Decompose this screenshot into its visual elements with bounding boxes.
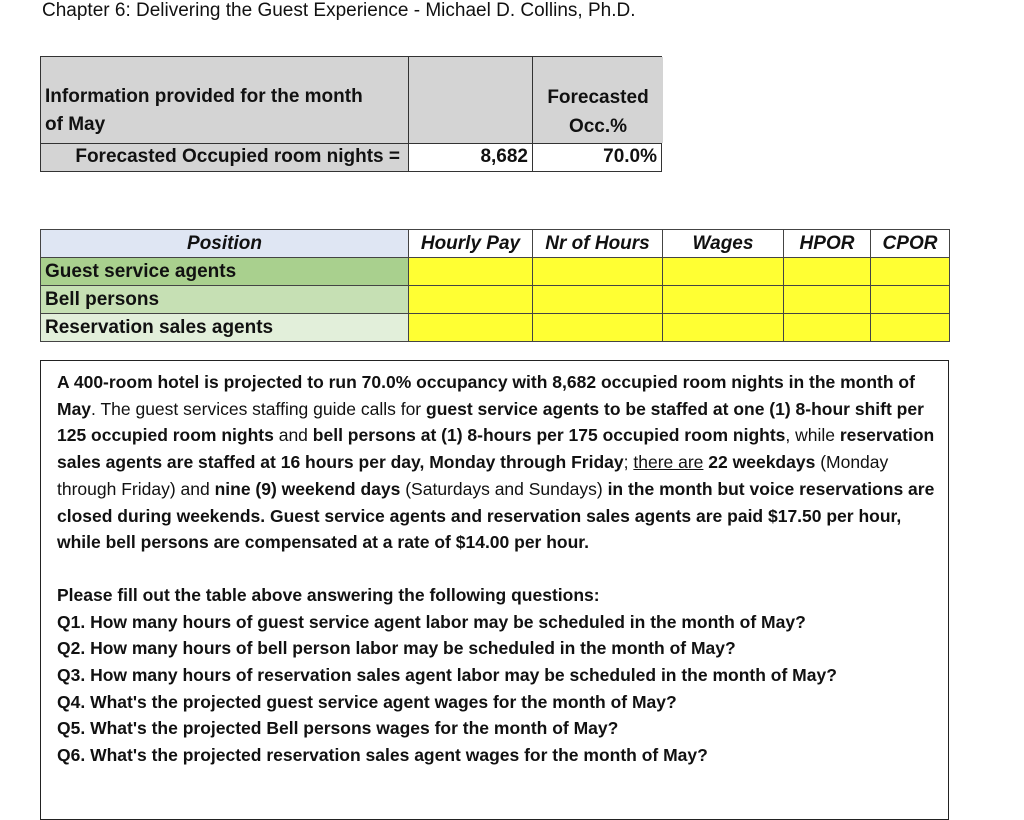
occupied-room-nights-label: Forecasted Occupied room nights = [41,143,409,171]
input-cell-nr-of-hours[interactable] [533,258,663,286]
header-position: Position [41,230,409,258]
info-blank-header [409,57,533,143]
input-cell-cpor[interactable] [871,314,950,342]
table-row [41,286,950,314]
problem-part: in the month but voice reservations are closed during weekends. Guest service agents and reservation sales agents are paid $17.50 per hour, while bell persons are compensated at a rate of $14.00 per hour. [57,478,935,553]
header-nr-of-hours: Nr of Hours [533,230,663,258]
input-cell-hpor[interactable] [784,314,871,342]
header-cpor: CPOR [871,230,950,258]
problem-part: guest service agents to be staffed at one (1) 8-hour shift per 125 occupied room nights [57,398,924,446]
header-hourly-pay: Hourly Pay [409,230,533,258]
questions [57,582,948,769]
question-item: Q1. How many hours of guest service agent labor may be scheduled in the month of May? [57,611,806,632]
row-reservation-sales-agents: Reservation sales agents [41,314,409,342]
forecast-header-line1: Forecasted [547,87,649,108]
header-hpor: HPOR [784,230,871,258]
question-item: Q3. How many hours of reservation sales agent labor may be scheduled in the month of May? [57,665,837,686]
question-item: Q2. How many hours of bell person labor may be scheduled in the month of May? [57,638,736,659]
table-row [41,314,950,342]
input-cell-wages[interactable] [663,258,784,286]
occupied-room-nights-value[interactable]: 8,682 [409,143,533,171]
chapter-title: Chapter 6: Delivering the Guest Experience - Michael D. Collins, Ph.D. [42,0,636,21]
forecast-header [533,57,663,143]
header-wages: Wages [663,230,784,258]
input-cell-nr-of-hours[interactable] [533,314,663,342]
input-cell-wages[interactable] [663,314,784,342]
problem-part: . The guest services staffing guide calls for [91,398,426,419]
question-item: Q5. What's the projected Bell persons wages for the month of May? [57,718,619,739]
input-cell-hourly-pay[interactable] [409,314,533,342]
problem-part: 22 weekdays [708,452,816,473]
problem-part: (Monday through Friday) and [57,452,889,499]
position-table [40,229,950,342]
input-cell-cpor[interactable] [871,286,950,314]
row-bell-persons: Bell persons [41,286,409,314]
problem-part: bell persons at (1) 8-hours per 175 occupied room nights [312,425,786,446]
occupancy-pct-value[interactable]: 70.0% [533,143,661,171]
problem-part: ; [623,452,634,473]
input-cell-hourly-pay[interactable] [409,286,533,314]
input-cell-hourly-pay[interactable] [409,258,533,286]
problem-part: and [273,425,313,446]
question-item: Q6. What's the projected reservation sales agent wages for the month of May? [57,745,708,766]
questions-intro: Please fill out the table above answering the following questions: [57,584,600,605]
input-cell-hpor[interactable] [784,258,871,286]
problem-part: nine (9) weekend days [214,478,401,499]
problem-text-box [40,360,949,820]
problem-part: (Saturdays and Sundays) [400,478,608,499]
question-item: Q4. What's the projected guest service agent wages for the month of May? [57,691,677,712]
problem-statement [57,369,948,556]
info-label [41,57,409,143]
input-cell-hpor[interactable] [784,286,871,314]
info-label-line2: of May [45,114,106,135]
input-cell-cpor[interactable] [871,258,950,286]
problem-part: , while [785,425,840,446]
forecast-header-line2: Occ.% [568,116,628,137]
input-cell-wages[interactable] [663,286,784,314]
position-table-header [41,230,950,258]
info-table [40,56,662,172]
row-guest-service-agents: Guest service agents [41,258,409,286]
input-cell-nr-of-hours[interactable] [533,286,663,314]
info-label-line1: Information provided for the month [45,86,363,107]
problem-part: there are [633,452,704,473]
problem-part: reservation sales agents are staffed at 16 hours per day, Monday through Friday [57,425,935,473]
table-row [41,258,950,286]
problem-part: A 400-room hotel is projected to run 70.0% occupancy with 8,682 occupied room nights in the month of May [57,372,915,419]
